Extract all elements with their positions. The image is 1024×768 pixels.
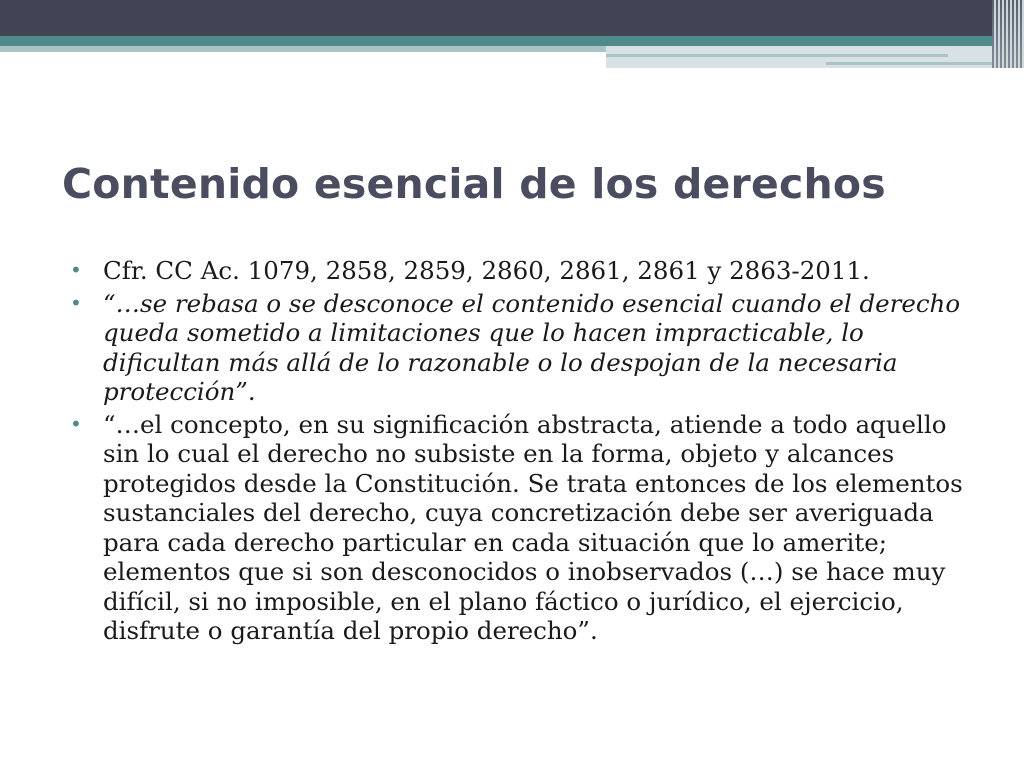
- bullet-list: [70, 256, 970, 649]
- header-dark-bar: [0, 0, 1024, 36]
- bullet-marker: •: [70, 290, 82, 315]
- bullet-text: “…se rebasa o se desconoce el contenido esencial cuando el derecho queda sometido a limitaciones que lo hacen impracticable, lo dificultan más allá de lo razonable o lo despojan de la necesaria protección”.: [103, 288, 961, 406]
- bullet-item: [70, 256, 970, 286]
- header-right-line: [606, 54, 948, 57]
- header-light-bar: [0, 46, 606, 52]
- bullet-text: Cfr. CC Ac. 1079, 2858, 2859, 2860, 2861, 2861 y 2863-2011.: [103, 256, 870, 285]
- header-right-line: [826, 62, 992, 65]
- bullet-marker: •: [70, 258, 82, 282]
- bullet-marker: •: [70, 411, 82, 436]
- header-stripes-shade: [992, 0, 1024, 68]
- bullet-item: [70, 289, 970, 407]
- slide-title: Contenido esencial de los derechos: [62, 160, 886, 208]
- bullet-item: [70, 410, 970, 646]
- bullet-text: “…el concepto, en su significación abstracta, atiende a todo aquello sin lo cual el derecho no subsiste en la forma, objeto y alcances protegidos desde la Constitución. Se trata entonces de los elementos sustanciales del derecho, cuya concretización debe ser averiguada para cada derecho particular en cada situación que lo amerite; elementos que si son desconocidos o inobservados (…) se hace muy difícil, si no imposible, en el plano fáctico o jurídico, el ejercicio, disfrute o garantía del propio derecho”.: [103, 409, 963, 645]
- header-teal-bar: [0, 36, 1024, 46]
